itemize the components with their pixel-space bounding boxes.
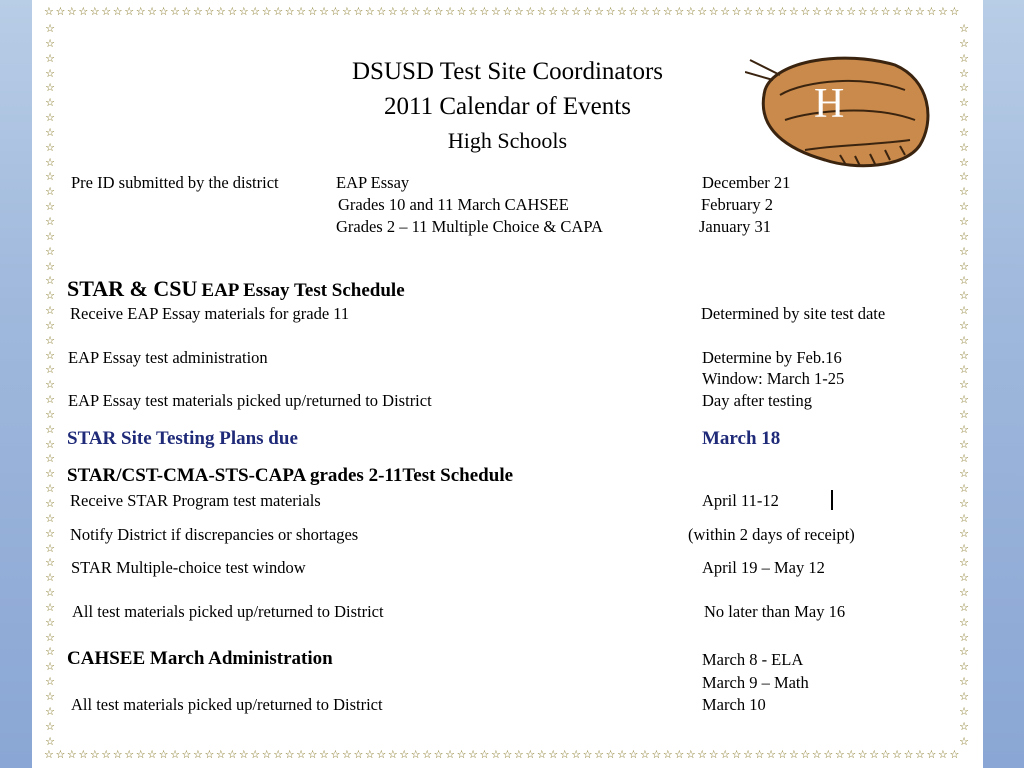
pre-id-item-2: Grades 10 and 11 March CAHSEE <box>338 195 569 214</box>
text-cursor <box>831 490 833 510</box>
logo-letter: H <box>814 81 845 127</box>
star-date-3: April 19 – May 12 <box>702 558 825 577</box>
eap-heading-rest: EAP Essay Test Schedule <box>201 280 405 301</box>
star-border-top: ☆☆☆☆☆☆☆☆☆☆☆☆☆☆☆☆☆☆☆☆☆☆☆☆☆☆☆☆☆☆☆☆☆☆☆☆☆☆☆☆☆☆☆☆☆☆☆☆☆☆☆☆☆☆☆☆☆☆☆☆☆☆☆☆☆☆☆☆☆☆☆☆☆☆☆☆☆☆☆☆ <box>44 6 961 18</box>
eap-heading-bold: STAR & CSU <box>67 276 198 301</box>
star-section-heading: STAR/CST-CMA-STS-CAPA grades 2-11Test Schedule <box>67 465 514 486</box>
pre-id-item-1: EAP Essay <box>336 173 410 192</box>
star-task-4: All test materials picked up/returned to District <box>72 602 384 621</box>
eap-date-3: Day after testing <box>702 391 812 410</box>
star-task-3: STAR Multiple-choice test window <box>71 558 306 577</box>
cahsee-task: All test materials picked up/returned to District <box>71 695 383 714</box>
eap-task-2: EAP Essay test administration <box>68 348 268 367</box>
pre-id-item-3: Grades 2 – 11 Multiple Choice & CAPA <box>336 217 603 236</box>
pre-id-label: Pre ID submitted by the district <box>71 173 279 192</box>
cahsee-date-2: March 9 – Math <box>702 673 809 692</box>
plans-due-label: STAR Site Testing Plans due <box>67 428 298 449</box>
eap-task-1: Receive EAP Essay materials for grade 11 <box>70 304 350 323</box>
star-border-bottom: ☆☆☆☆☆☆☆☆☆☆☆☆☆☆☆☆☆☆☆☆☆☆☆☆☆☆☆☆☆☆☆☆☆☆☆☆☆☆☆☆☆☆☆☆☆☆☆☆☆☆☆☆☆☆☆☆☆☆☆☆☆☆☆☆☆☆☆☆☆☆☆☆☆☆☆☆☆☆☆☆ <box>44 749 961 761</box>
plans-due-date: March 18 <box>702 428 781 449</box>
star-task-1: Receive STAR Program test materials <box>70 491 321 510</box>
eap-task-3: EAP Essay test materials picked up/returned to District <box>68 391 432 410</box>
slide-page <box>32 0 983 768</box>
pre-id-date-3: January 31 <box>699 217 771 236</box>
star-date-2: (within 2 days of receipt) <box>688 525 855 544</box>
eap-date-2b: Window: March 1-25 <box>702 369 845 388</box>
page-subtitle: 2011 Calendar of Events <box>384 93 631 120</box>
star-task-2: Notify District if discrepancies or shortages <box>70 525 359 544</box>
pre-id-date-2: February 2 <box>701 195 773 214</box>
page-subheading: High Schools <box>447 128 568 153</box>
eap-section-heading <box>67 276 405 302</box>
star-date-1: April 11-12 <box>702 491 779 510</box>
eap-date-1: Determined by site test date <box>701 304 886 323</box>
star-border-left: ☆ ☆ ☆ ☆ ☆ ☆ ☆ ☆ ☆ ☆ ☆ ☆ ☆ ☆ ☆ ☆ ☆ ☆ ☆ ☆ ☆ ☆ ☆ ☆ ☆ ☆ ☆ ☆ ☆ ☆ ☆ ☆ ☆ ☆ ☆ ☆ ☆ ☆ ☆ ☆ ☆ ☆ ☆ ☆ ☆ ☆ ☆ ☆ ☆ <box>45 23 55 746</box>
cahsee-task-date: March 10 <box>702 695 766 714</box>
page-title: DSUSD Test Site Coordinators <box>352 58 663 85</box>
cahsee-section-heading: CAHSEE March Administration <box>67 648 333 669</box>
pre-id-date-1: December 21 <box>702 173 791 192</box>
eap-date-2: Determine by Feb.16 <box>702 348 842 367</box>
cahsee-date-1: March 8 - ELA <box>702 650 804 669</box>
star-border-right: ☆ ☆ ☆ ☆ ☆ ☆ ☆ ☆ ☆ ☆ ☆ ☆ ☆ ☆ ☆ ☆ ☆ ☆ ☆ ☆ ☆ ☆ ☆ ☆ ☆ ☆ ☆ ☆ ☆ ☆ ☆ ☆ ☆ ☆ ☆ ☆ ☆ ☆ ☆ ☆ ☆ ☆ ☆ ☆ ☆ ☆ ☆ ☆ ☆ <box>959 23 969 746</box>
star-date-4: No later than May 16 <box>704 602 846 621</box>
